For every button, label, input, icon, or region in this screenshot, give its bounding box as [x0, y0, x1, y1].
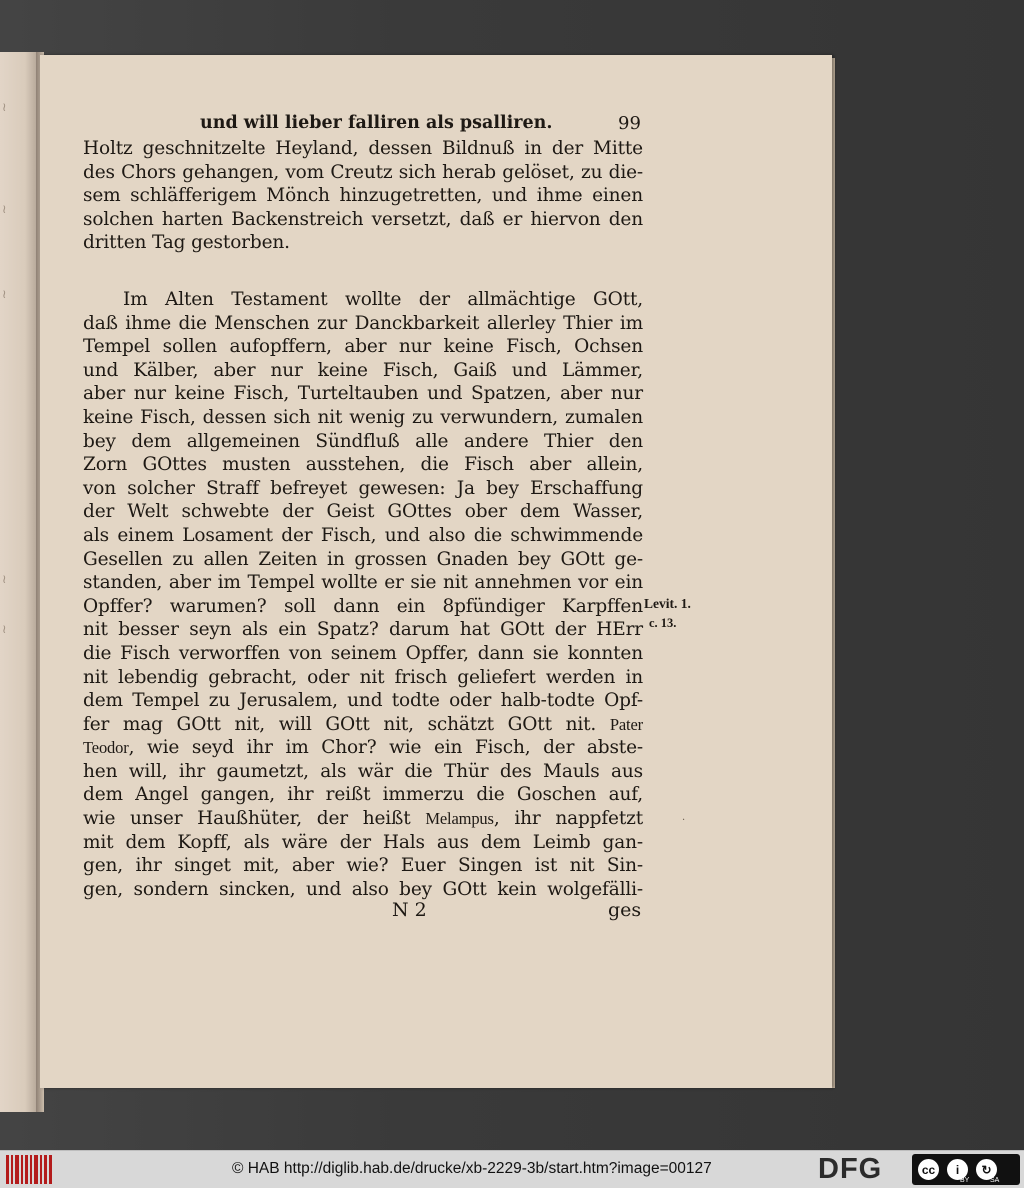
text-line: Im Alten Testament wollte der allmächtige GOtt, — [123, 289, 643, 310]
cc-license-badge[interactable] — [912, 1154, 1020, 1185]
text-line: mit dem Kopff, als wäre der Hals aus dem Leimb gan- — [83, 831, 643, 853]
edge-mark: ≀ — [2, 572, 7, 586]
margin-note-chapter: c. 13. — [649, 616, 677, 630]
text-segment: , ihr nappfetzt — [493, 808, 644, 830]
edge-mark: ≀ — [2, 100, 7, 114]
text-line — [83, 736, 643, 760]
dfg-logo: DFG — [818, 1153, 883, 1185]
text-line: Gesellen zu allen Zeiten in grossen Gnaden bey GOtt ge- — [83, 548, 643, 570]
text-line: hen will, ihr gaumetzt, als wär die Thür des Mauls aus — [83, 760, 643, 782]
page-number: 99 — [618, 113, 641, 134]
text-line — [83, 713, 643, 737]
text-line: solchen harten Backenstreich versetzt, daß er hiervon den — [83, 208, 643, 230]
previous-page-edge — [0, 52, 36, 1112]
text-segment: wie unser Haußhüter, der heißt — [83, 808, 411, 830]
copyright-link[interactable]: © HAB http://diglib.hab.de/drucke/xb-2229-3b/start.htm?image=00127 — [232, 1160, 712, 1177]
text-line — [83, 807, 643, 831]
text-line: dem Tempel zu Jerusalem, und todte oder halb-todte Opf- — [83, 690, 643, 712]
text-line: standen, aber im Tempel wollte er sie nit annehmen vor ein — [83, 572, 643, 594]
text-line: gen, sondern sincken, und also bey GOtt kein wolgefälli- — [83, 878, 643, 900]
text-line: nit besser seyn als ein Spatz? darum hat GOtt der HErr — [83, 619, 643, 641]
edge-mark: ≀ — [2, 202, 7, 216]
text-segment: fer mag GOtt nit, will GOtt nit, schätzt GOtt nit. — [83, 713, 597, 735]
roman-name: Pater — [609, 714, 643, 734]
text-line: aber nur keine Fisch, Turteltauben und Spatzen, aber nur — [83, 383, 643, 405]
text-line: keine Fisch, dessen sich nit wenig zu verwundern, zumalen — [83, 406, 643, 428]
cc-icon: cc — [916, 1157, 941, 1182]
text-line: bey dem allgemeinen Sündfluß alle andere Thier den — [83, 430, 643, 452]
text-segment: , wie seyd ihr im Chor? wie ein Fisch, der abste- — [128, 737, 643, 759]
stray-mark: · — [682, 815, 686, 826]
text-line: gen, ihr singet mit, aber wie? Euer Singen ist nit Sin- — [83, 855, 643, 877]
roman-name: Melampus — [425, 809, 494, 829]
text-line: sem schläfferigem Mönch hinzugetretten, und ihme einen — [83, 185, 643, 207]
edge-mark: ≀ — [2, 622, 7, 636]
text-line: daß ihme die Menschen zur Danckbarkeit allerley Thier im — [83, 312, 643, 334]
text-line: Zorn GOttes musten ausstehen, die Fisch aber allein, — [83, 454, 643, 476]
by-icon: i — [945, 1157, 970, 1182]
by-label: BY — [960, 1177, 970, 1184]
paragraph-1 — [83, 137, 643, 255]
running-head: und will lieber falliren als psalliren. — [200, 113, 553, 133]
barcode-icon — [6, 1155, 52, 1184]
text-line: Tempel sollen aufopffern, aber nur keine Fisch, Ochsen — [83, 336, 643, 358]
text-line: Opffer? warumen? soll dann ein 8pfündiger Karpffen — [83, 595, 643, 617]
text-line: die Fisch verworffen von seinem Opffer, dann sie konnten — [83, 642, 643, 664]
text-line: von solcher Straff befreyet gewesen: Ja bey Erschaffung — [83, 477, 643, 499]
text-line: als einem Losament der Fisch, und also die schwimmende — [83, 524, 643, 546]
footer-bar — [0, 1150, 1024, 1188]
text-line: nit lebendig gebracht, oder nit frisch geliefert werden in — [83, 666, 643, 688]
signature-mark: N 2 — [392, 899, 427, 921]
text-line: dem Angel gangen, ihr reißt immerzu die Goschen auf, — [83, 784, 643, 806]
text-line: dritten Tag gestorben. — [83, 232, 290, 254]
text-line: des Chors gehangen, vom Creutz sich herab gelöset, zu die- — [83, 161, 643, 183]
margin-note-levit: Levit. 1. — [644, 596, 691, 611]
text-line: der Welt schwebte der Geist GOttes ober dem Wasser, — [83, 501, 643, 523]
catchword: ges — [608, 899, 642, 921]
book-page — [40, 55, 832, 1088]
text-line: Holtz geschnitzelte Heyland, dessen Bildnuß in der Mitte — [83, 138, 643, 159]
sa-icon: ↻ — [974, 1157, 999, 1182]
sa-label: SA — [990, 1177, 1000, 1184]
paragraph-2 — [83, 288, 643, 901]
roman-name: Teodor — [83, 738, 129, 758]
text-line: und Kälber, aber nur keine Fisch, Gaiß und Lämmer, — [83, 359, 643, 381]
edge-mark: ≀ — [2, 287, 7, 301]
